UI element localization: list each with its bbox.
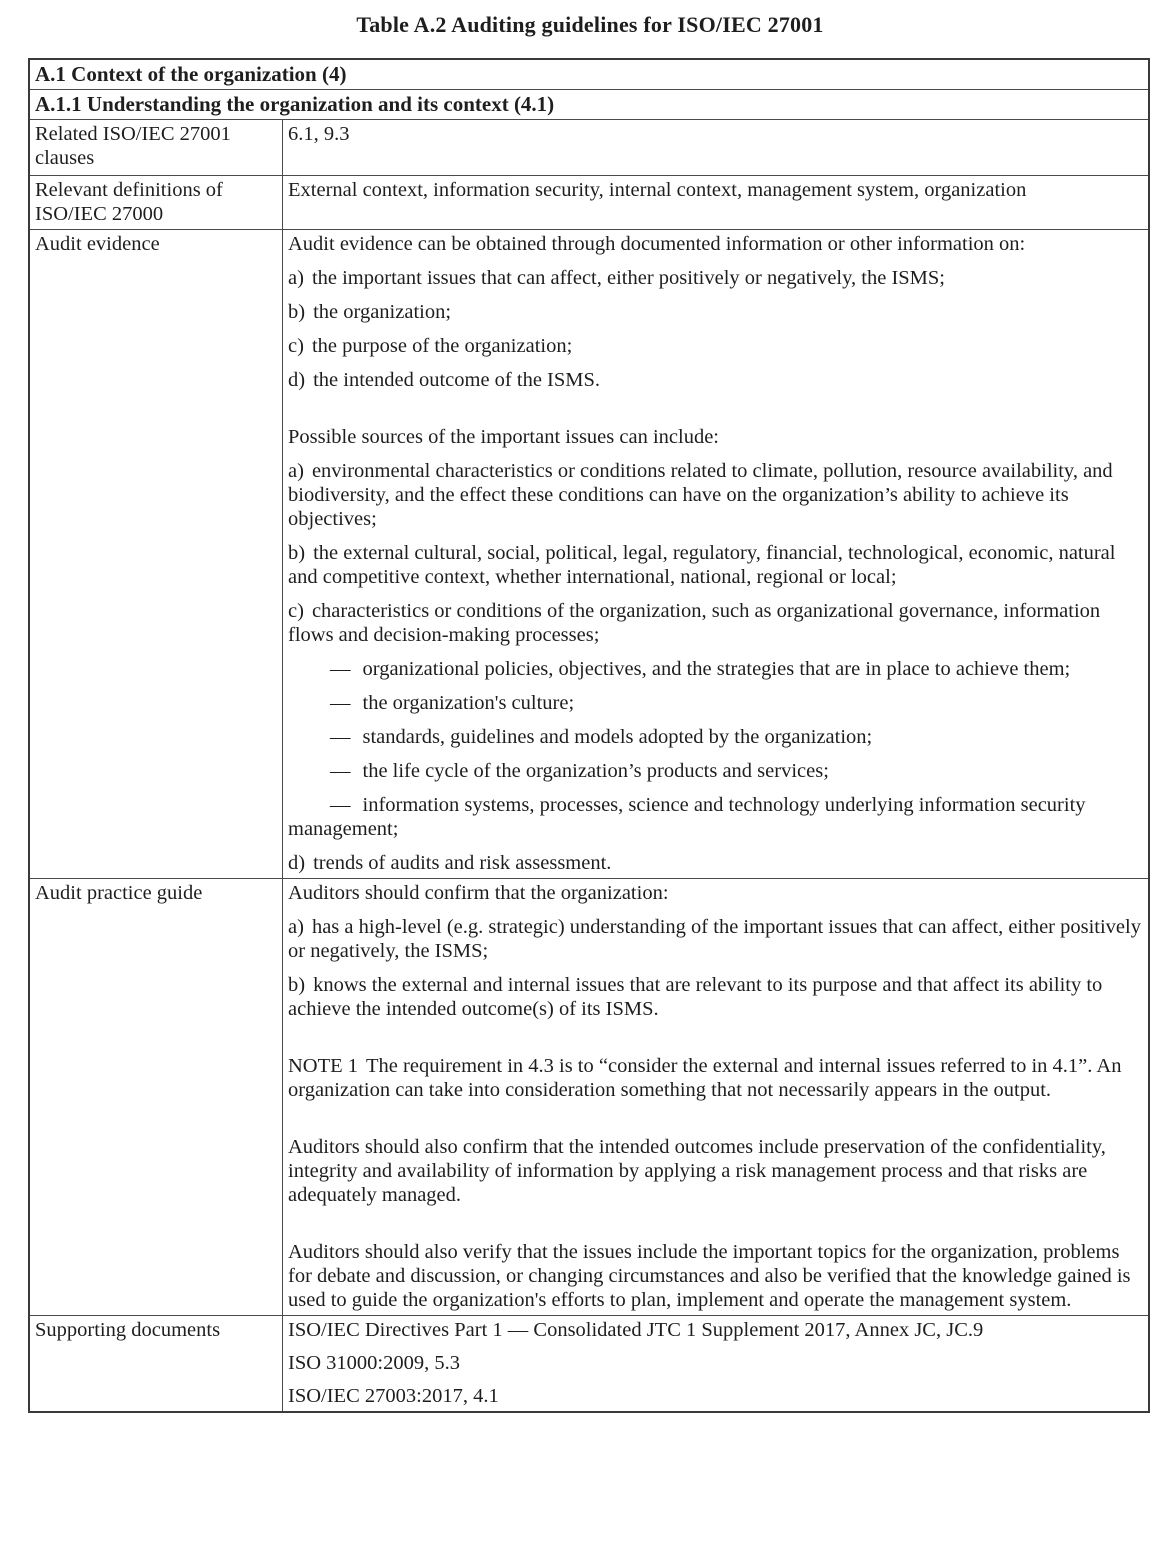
table-row-supporting-documents [29,1316,1149,1413]
row-label: Relevant definitions of ISO/IEC 27000 [29,176,283,230]
list-item [288,300,1144,324]
subsection-header-row [29,90,1149,120]
subsection-header: A.1.1 Understanding the organization and its context (4.1) [29,90,1149,120]
dash-item [288,691,1144,715]
list-item [288,915,1144,963]
guide-intro: Auditors should confirm that the organization: [288,882,669,904]
list-item [288,599,1144,647]
list-text: information systems, processes, science and technology underlying information security management; [288,794,1086,840]
list-text: standards, guidelines and models adopted by the organization; [362,726,873,748]
guide-paragraph: Auditors should also verify that the issues include the important topics for the organization, problems for debate and discussion, or changing circumstances and also be verified that the knowledge gained is used to guide the organization's efforts to plan, implement and operate the management system. [288,1241,1131,1311]
list-item [288,973,1144,1021]
list-marker: d) [288,369,306,391]
dash-item [288,759,1144,783]
row-value: External context, information security, internal context, management system, organization [283,176,1150,230]
list-text: the organization's culture; [362,692,575,714]
table-row-audit-practice-guide [29,879,1149,1316]
list-text: trends of audits and risk assessment. [313,852,612,874]
supporting-document: ISO/IEC Directives Part 1 — Consolidated JTC 1 Supplement 2017, Annex JC, JC.9 [288,1319,984,1341]
auditing-guidelines-table [28,58,1150,1413]
evidence-intro: Audit evidence can be obtained through documented information or other information on: [288,233,1026,255]
note-tag: NOTE 1 [288,1055,359,1077]
list-item [288,368,1144,392]
list-text: knows the external and internal issues that are relevant to its purpose and that affect its ability to achieve the intended outcome(s) of its ISMS. [288,974,1103,1020]
list-marker: a) [288,916,304,938]
list-marker: b) [288,974,306,996]
list-text: the important issues that can affect, either positively or negatively, the ISMS; [311,267,946,289]
supporting-document: ISO/IEC 27003:2017, 4.1 [288,1385,499,1407]
list-text: the purpose of the organization; [311,335,573,357]
row-label: Supporting documents [29,1316,283,1413]
em-dash-marker: — [330,760,351,782]
section-header: A.1 Context of the organization (4) [29,59,1149,90]
list-marker: c) [288,335,304,357]
list-item [288,851,1144,875]
row-label: Audit evidence [29,230,283,879]
list-text: the intended outcome of the ISMS. [313,369,601,391]
note-text: The requirement in 4.3 is to “consider the external and internal issues referred to in 4.1”. An organization can take into consideration something that not necessarily appears in the output. [288,1055,1122,1101]
list-text: has a high-level (e.g. strategic) understanding of the important issues that can affect, either positively or negatively, the ISMS; [288,916,1141,962]
list-marker: b) [288,301,306,323]
table-row-related-clauses [29,120,1149,176]
note [288,1054,1144,1102]
table-row-relevant-definitions [29,176,1149,230]
table-title: Table A.2 Auditing guidelines for ISO/IEC 27001 [356,12,824,37]
list-marker: a) [288,267,304,289]
supporting-document: ISO 31000:2009, 5.3 [288,1352,460,1374]
row-value [283,879,1150,1316]
dash-item [288,725,1144,749]
row-value [283,230,1150,879]
list-marker: a) [288,460,304,482]
row-value: 6.1, 9.3 [283,120,1150,176]
list-text: organizational policies, objectives, and the strategies that are in place to achieve them; [362,658,1071,680]
list-text: characteristics or conditions of the organization, such as organizational governance, information flows and decision-making processes; [288,600,1101,646]
list-marker: b) [288,542,306,564]
list-text: the external cultural, social, political, legal, regulatory, financial, technological, economic, natural and competitive context, whether international, national, regional or local; [288,542,1116,588]
list-item [288,266,1144,290]
sources-intro: Possible sources of the important issues can include: [288,426,719,448]
section-header-row [29,59,1149,90]
list-marker: c) [288,600,304,622]
em-dash-marker: — [330,658,351,680]
row-label: Related ISO/IEC 27001 clauses [29,120,283,176]
row-label: Audit practice guide [29,879,283,1316]
list-item [288,541,1144,589]
em-dash-marker: — [330,726,351,748]
dash-item [288,793,1144,841]
list-marker: d) [288,852,306,874]
list-text: the life cycle of the organization’s products and services; [362,760,829,782]
list-text: the organization; [313,301,452,323]
em-dash-marker: — [330,794,351,816]
table-row-audit-evidence [29,230,1149,879]
list-item [288,334,1144,358]
em-dash-marker: — [330,692,351,714]
dash-item [288,657,1144,681]
list-text: environmental characteristics or conditions related to climate, pollution, resource availability, and biodiversity, and the effect these conditions can have on the organization’s ability to achieve its objectives; [288,460,1113,530]
list-item [288,459,1144,531]
guide-paragraph: Auditors should also confirm that the intended outcomes include preservation of the confidentiality, integrity and availability of information by applying a risk management process and that risks are adequately managed. [288,1136,1106,1206]
row-value [283,1316,1150,1413]
